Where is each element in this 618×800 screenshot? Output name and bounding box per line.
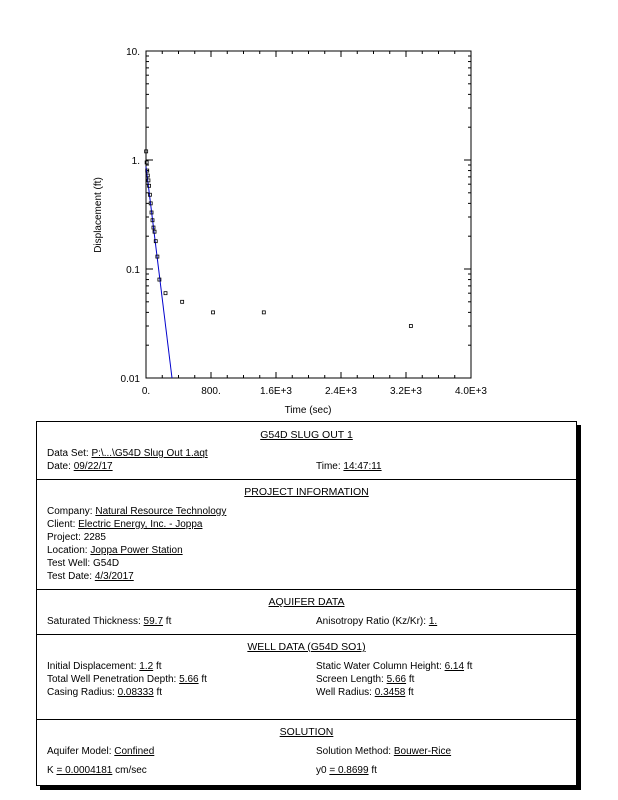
initial-displacement-value: 1.2	[139, 661, 154, 672]
casing-radius-unit: ft	[156, 687, 163, 698]
solution-method-label: Solution Method:	[316, 746, 392, 757]
well-radius-value: 0.3458	[374, 687, 406, 698]
casing-radius-label: Casing Radius:	[47, 687, 115, 698]
date-label: Date:	[47, 461, 71, 472]
well-radius-unit: ft	[408, 687, 414, 698]
static-water-label: Static Water Column Height:	[316, 661, 442, 672]
project-section	[37, 479, 576, 590]
fit-line	[146, 167, 172, 378]
screen-length-value: 5.66	[386, 674, 407, 685]
time-value: 14:47:11	[343, 461, 382, 472]
data-points	[145, 150, 413, 328]
solution-title: SOLUTION	[279, 726, 334, 738]
data-set-label: Data Set:	[47, 448, 89, 459]
time-row	[316, 461, 382, 473]
data-set-section	[37, 422, 576, 480]
anisotropy-value: 1.	[428, 616, 438, 627]
casing-radius-value: 0.08333	[117, 687, 154, 698]
well-radius-label: Well Radius:	[316, 687, 372, 698]
penetration-depth-row	[47, 674, 207, 686]
k-label: K	[47, 765, 54, 776]
aquifer-model-value: Confined	[114, 746, 155, 757]
data-point	[212, 311, 215, 314]
plot-frame	[146, 51, 471, 378]
static-water-value: 6.14	[444, 661, 465, 672]
y-tick-label: 1.	[131, 156, 140, 167]
project-row	[47, 532, 106, 544]
y0-unit: ft	[371, 765, 377, 776]
location-label: Location:	[47, 545, 88, 556]
x-axis-label: Time (sec)	[284, 405, 332, 416]
penetration-depth-value: 5.66	[179, 674, 199, 685]
y-tick-label: 10.	[126, 47, 140, 58]
x-tick-label: 2.4E+3	[325, 386, 357, 397]
data-point	[181, 300, 184, 303]
well-radius-row	[316, 687, 414, 699]
saturated-thickness-value: 59.7	[143, 616, 164, 627]
aquifer-model-row	[47, 746, 154, 758]
aquifer-section	[37, 589, 576, 635]
client-label: Client:	[47, 519, 76, 530]
x-tick-label: 1.6E+3	[260, 386, 292, 397]
initial-displacement-label: Initial Displacement:	[47, 661, 137, 672]
well-section	[37, 634, 576, 720]
penetration-depth-unit: ft	[201, 674, 207, 685]
date-row	[47, 461, 113, 473]
saturated-thickness-row	[47, 616, 171, 628]
plot-axes	[146, 51, 471, 378]
anisotropy-row	[316, 616, 437, 628]
casing-radius-row	[47, 687, 162, 699]
saturated-thickness-unit: ft	[165, 616, 172, 627]
y0-value: = 0.8699	[329, 765, 369, 776]
date-value: 09/22/17	[73, 461, 113, 472]
tick-labels	[121, 47, 488, 397]
fit-line-group	[146, 167, 172, 378]
test-date-label: Test Date:	[47, 571, 93, 582]
screen-length-row	[316, 674, 414, 686]
y0-row	[316, 765, 377, 777]
test-well-label: Test Well:	[47, 558, 91, 569]
screen-length-label: Screen Length:	[316, 674, 384, 685]
y-tick-label: 0.01	[120, 374, 140, 385]
location-row	[47, 545, 183, 557]
y-tick-label: 0.1	[126, 265, 140, 276]
data-set-row	[47, 448, 208, 460]
anisotropy-label: Anisotropy Ratio (Kz/Kr):	[316, 616, 427, 627]
initial-displacement-unit: ft	[155, 661, 162, 672]
data-point	[262, 311, 265, 314]
test-well-row	[47, 558, 119, 570]
test-date-row	[47, 571, 134, 583]
client-row	[47, 519, 202, 531]
saturated-thickness-label: Saturated Thickness:	[47, 616, 141, 627]
screen-length-unit: ft	[408, 674, 415, 685]
static-water-row	[316, 661, 472, 673]
aquifer-model-label: Aquifer Model:	[47, 746, 112, 757]
solution-method-row	[316, 746, 451, 758]
initial-displacement-row	[47, 661, 162, 673]
k-unit: cm/sec	[115, 765, 147, 776]
company-value: Natural Resource Technology	[95, 506, 227, 517]
report-panel	[36, 421, 577, 786]
solution-method-value: Bouwer-Rice	[393, 746, 452, 757]
test-date-value: 4/3/2017	[94, 571, 134, 582]
time-label: Time:	[316, 461, 341, 472]
location-value: Joppa Power Station	[90, 545, 183, 556]
well-title: WELL DATA (G54D SO1)	[247, 641, 366, 653]
project-value: 2285	[83, 532, 106, 543]
data-point	[164, 292, 167, 295]
data-set-value: P:\...\G54D Slug Out 1.aqt	[91, 448, 208, 459]
y-axis-label: Displacement (ft)	[93, 177, 104, 253]
y0-label: y0	[316, 765, 327, 776]
k-row	[47, 765, 147, 777]
aquifer-title: AQUIFER DATA	[268, 596, 345, 608]
project-title: PROJECT INFORMATION	[244, 486, 369, 498]
penetration-depth-label: Total Well Penetration Depth:	[47, 674, 177, 685]
x-tick-label: 4.0E+3	[455, 386, 487, 397]
company-label: Company:	[47, 506, 93, 517]
company-row	[47, 506, 226, 518]
data-point	[409, 324, 412, 327]
x-tick-label: 800.	[201, 386, 221, 397]
project-label: Project:	[47, 532, 81, 543]
k-value: = 0.0004181	[56, 765, 113, 776]
report-title: G54D SLUG OUT 1	[260, 429, 353, 441]
static-water-unit: ft	[466, 661, 473, 672]
test-well-value: G54D	[92, 558, 120, 569]
x-tick-label: 3.2E+3	[390, 386, 422, 397]
x-tick-label: 0.	[141, 386, 151, 397]
solution-section	[37, 719, 576, 785]
client-value: Electric Energy, Inc. - Joppa	[78, 519, 203, 530]
